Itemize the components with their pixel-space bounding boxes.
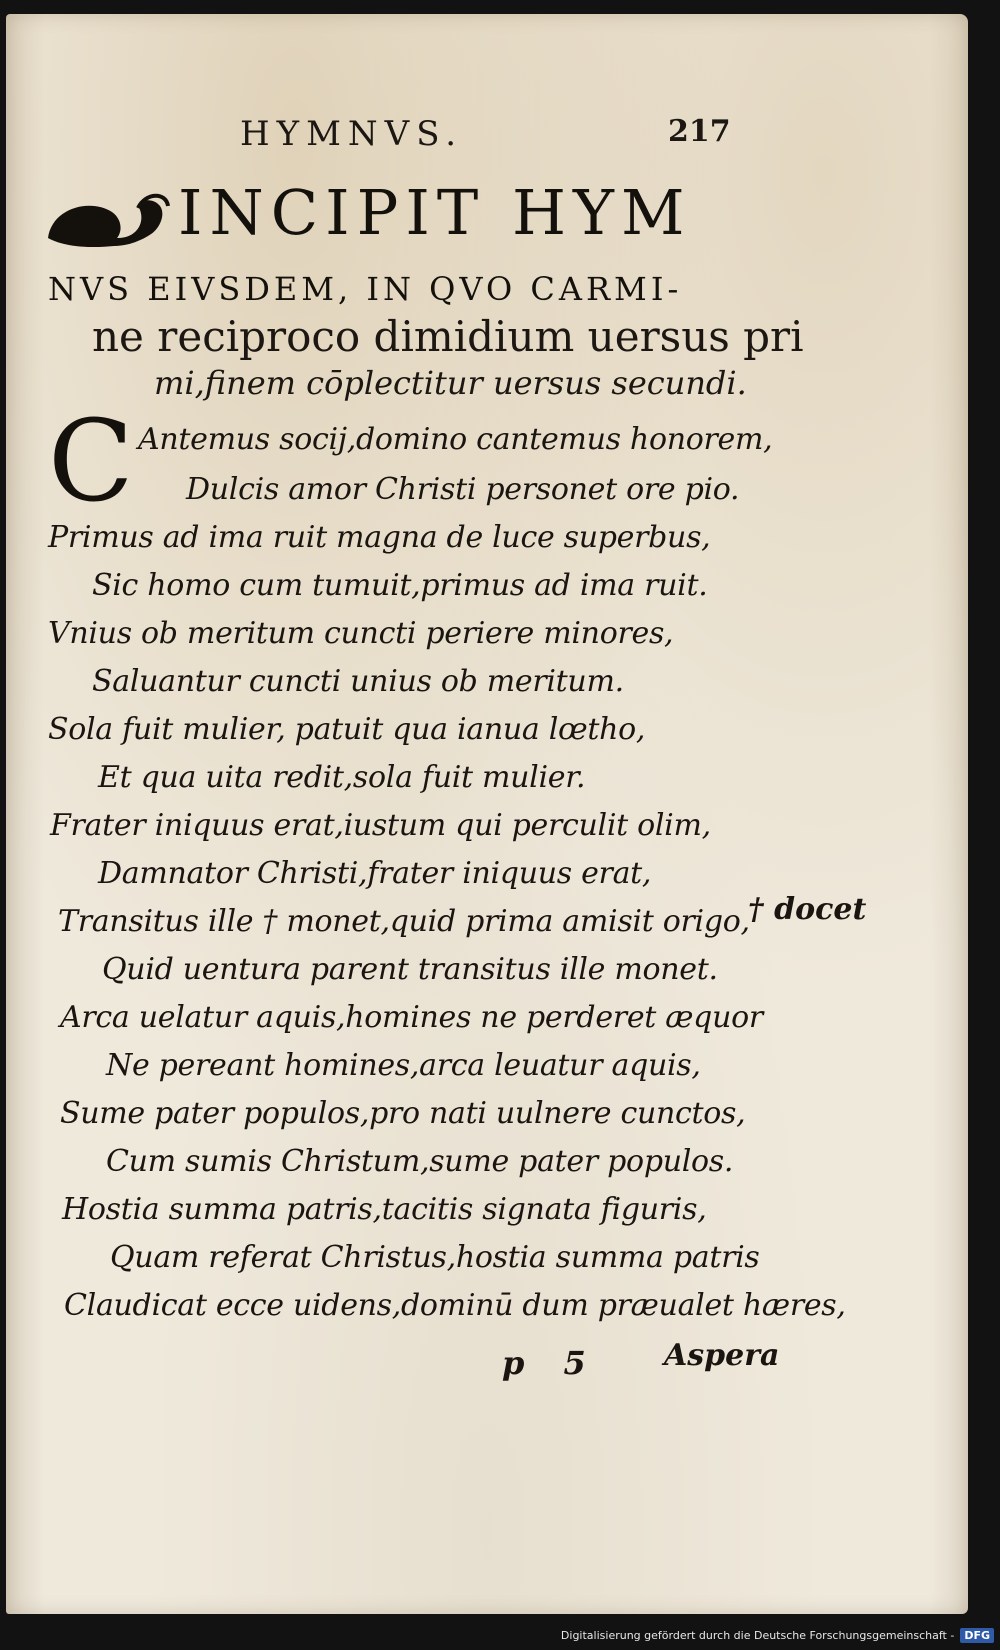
page-number: 217: [668, 114, 731, 149]
drop-cap: C: [48, 397, 134, 527]
verse-line: Hostia summa patris,tacitis signata figuris,: [62, 1192, 707, 1227]
catchword: Aspera: [664, 1338, 780, 1373]
running-head: HYMNVS.: [240, 114, 464, 154]
book-page: [6, 14, 968, 1614]
fleuron-ornament-icon: [42, 186, 172, 256]
margin-note: † docet: [748, 892, 867, 927]
verse-line: Saluantur cuncti unius ob meritum.: [92, 664, 624, 699]
verse-line: Vnius ob meritum cuncti periere minores,: [48, 616, 674, 651]
credit-text: Digitalisierung gefördert durch die Deutsche Forschungsgemeinschaft -: [560, 1628, 955, 1642]
title-line-3: ne reciproco dimidium uersus pri: [92, 312, 804, 361]
verse-line: Transitus ille † monet,quid prima amisit origo,: [58, 904, 750, 939]
verse-line: Primus ad ima ruit magna de luce superbus,: [48, 520, 711, 555]
verse-line: Et qua uita redit,sola fuit mulier.: [98, 760, 586, 795]
verse-line: Claudicat ecce uidens,dominū dum præualet hæres,: [64, 1288, 846, 1323]
verse-line: Ne pereant homines,arca leuatur aquis,: [106, 1048, 701, 1083]
title-line-1: INCIPIT HYM: [178, 176, 692, 249]
verse-line: Quam referat Christus,hostia summa patris: [110, 1240, 760, 1275]
signature-mark: p 5: [502, 1344, 586, 1382]
verse-line: Sume pater populos,pro nati uulnere cunctos,: [60, 1096, 746, 1131]
verse-line: Sic homo cum tumuit,primus ad ima ruit.: [92, 568, 708, 603]
verse-line: Dulcis amor Christi personet ore pio.: [186, 472, 740, 507]
verse-line: Quid uentura parent transitus ille monet.: [102, 952, 718, 987]
verse-line: Frater iniquus erat,iustum qui perculit olim,: [50, 808, 711, 843]
title-line-2: NVS EIVSDEM, IN QVO CARMI-: [48, 270, 683, 308]
verse-line: Arca uelatur aquis,homines ne perderet æquor: [60, 1000, 763, 1035]
verse-line: Sola fuit mulier, patuit qua ianua lœtho,: [48, 712, 646, 747]
title-line-4: mi,finem cōplectitur uersus secundi.: [154, 364, 747, 402]
verse-line: Damnator Christi,frater iniquus erat,: [98, 856, 652, 891]
verse-line: Antemus socij,domino cantemus honorem,: [138, 422, 773, 457]
digitization-credit: [561, 1624, 994, 1646]
dfg-logo-badge: DFG: [960, 1628, 994, 1643]
verse-line: Cum sumis Christum,sume pater populos.: [106, 1144, 734, 1179]
